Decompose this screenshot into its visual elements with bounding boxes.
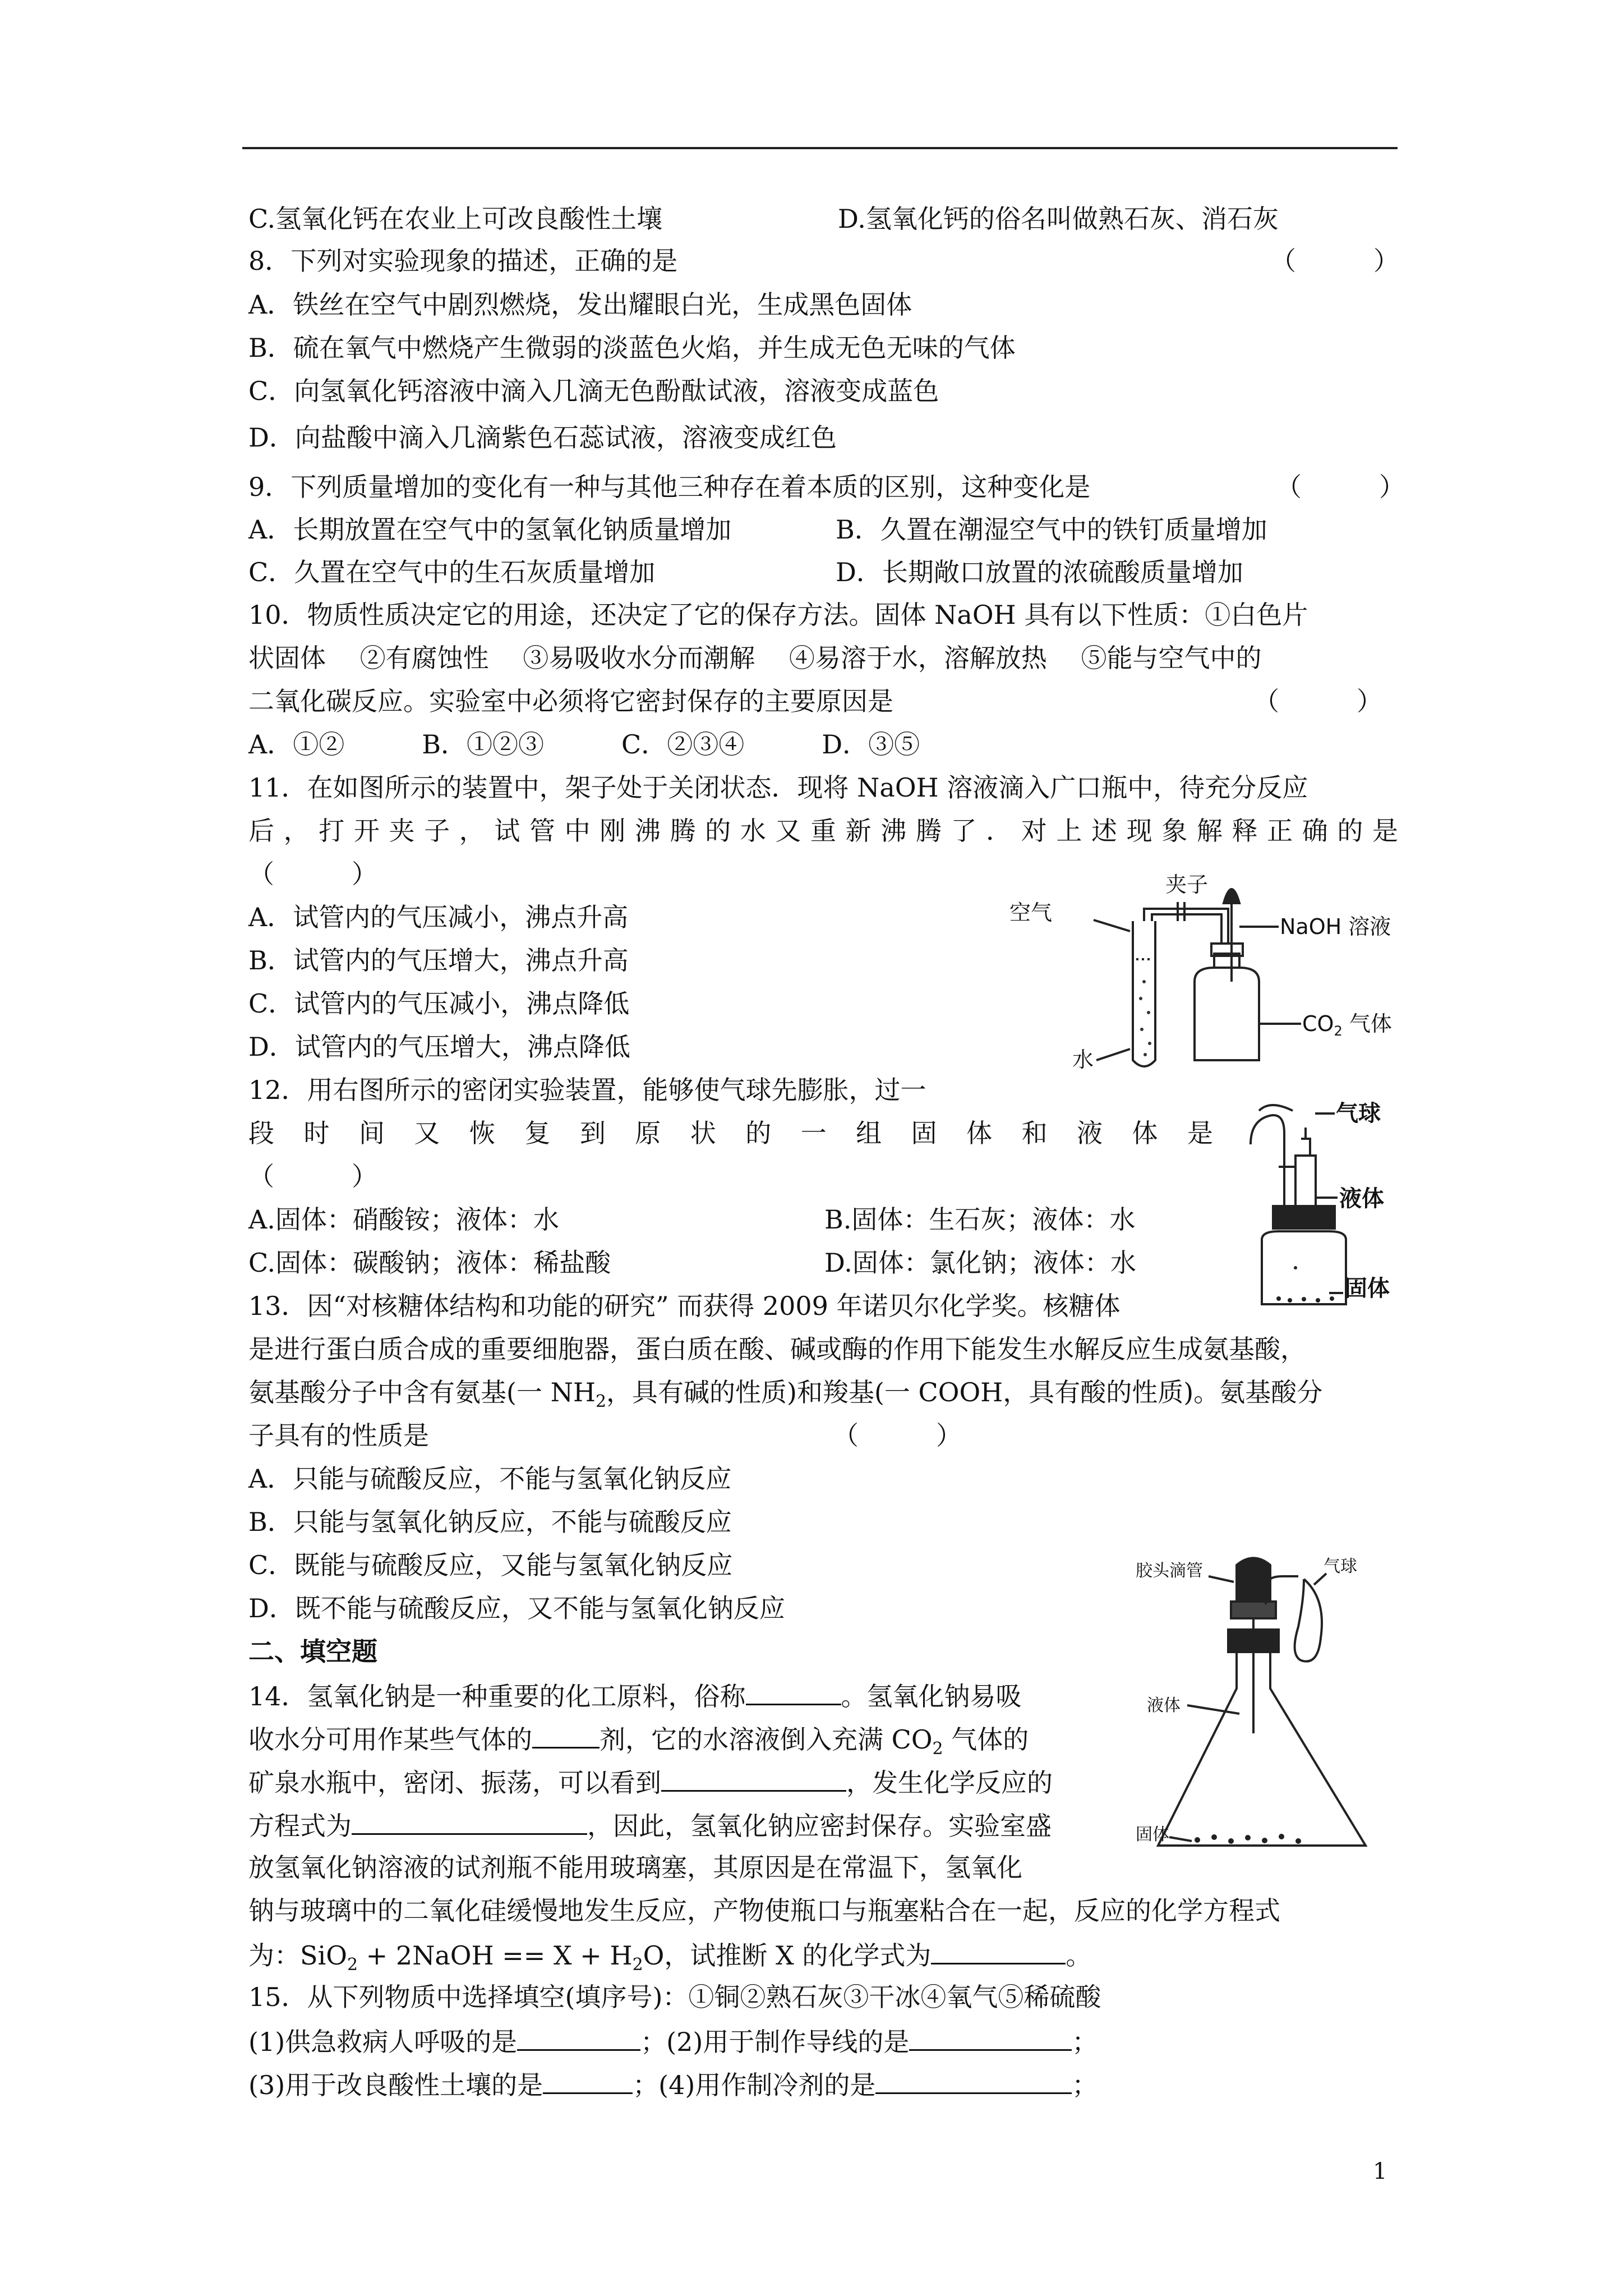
q14-line-1: 14．氢氧化钠是一种重要的化工原料，俗称 。氢氧化钠易吸 bbox=[248, 1677, 1022, 1714]
q11-fig-label-water: 水 bbox=[1072, 1047, 1094, 1072]
page-number: 1 bbox=[1373, 2159, 1387, 2184]
q14-blank-formula-x[interactable] bbox=[931, 1936, 1066, 1964]
q14-fig-label-liquid: 液体 bbox=[1147, 1696, 1181, 1715]
q13-line-2: 是进行蛋白质合成的重要细胞器，蛋白质在酸、碱或酶的作用下能发生水解反应生成氨基酸， bbox=[248, 1334, 1306, 1364]
q14-blank-agent[interactable] bbox=[532, 1720, 600, 1749]
q12-option-d: D.固体：氯化钠；液体：水 bbox=[824, 1248, 1136, 1278]
q11-fig-label-clamp: 夹子 bbox=[1165, 872, 1209, 897]
q15-blank-4[interactable] bbox=[875, 2065, 1072, 2094]
q11-answer-paren: （ ） bbox=[248, 859, 377, 889]
q12-option-a: A.固体：硝酸铵；液体：水 bbox=[248, 1204, 559, 1235]
q15-blank-3[interactable] bbox=[543, 2065, 633, 2094]
q14-fig-label-solid: 固体 bbox=[1136, 1825, 1169, 1844]
q13-answer-paren: （ ） bbox=[833, 1420, 962, 1451]
q11-option-d: D．试管内的气压增大，沸点降低 bbox=[248, 1032, 630, 1062]
q14-blank-observation[interactable] bbox=[661, 1763, 846, 1792]
q14-fig-label-balloon: 气球 bbox=[1324, 1557, 1357, 1576]
q15-line-2: (3)用于改良酸性土壤的是 ；(4)用作制冷剂的是 ； bbox=[248, 2065, 1098, 2103]
q14-line-6: 钠与玻璃中的二氧化硅缓慢地发生反应，产物使瓶口与瓶塞粘合在一起，反应的化学方程式 bbox=[248, 1895, 1280, 1926]
q11-option-b: B．试管内的气压增大，沸点升高 bbox=[248, 945, 629, 976]
q12-answer-paren: （ ） bbox=[248, 1161, 377, 1191]
q13-line-1: 13．因“对核糖体结构和功能的研究” 而获得 2009 年诺贝尔化学奖。核糖体 bbox=[248, 1291, 1121, 1321]
q9-option-a: A．长期放置在空气中的氢氧化钠质量增加 bbox=[248, 514, 732, 545]
q9-option-b: B．久置在潮湿空气中的铁钉质量增加 bbox=[836, 514, 1267, 545]
q14-line-5: 放氢氧化钠溶液的试剂瓶不能用玻璃塞，其原因是在常温下，氢氧化 bbox=[248, 1852, 1022, 1883]
q13-option-d: D．既不能与硫酸反应，又不能与氢氧化钠反应 bbox=[248, 1593, 785, 1623]
section-title-fill-in: 二、填空题 bbox=[248, 1636, 377, 1667]
q10-options: A．①② B．①②③ C．②③④ D．③⑤ bbox=[248, 729, 920, 760]
header-rule bbox=[242, 147, 1398, 149]
q13-option-c: C．既能与硫酸反应，又能与氢氧化钠反应 bbox=[248, 1550, 733, 1580]
q11-fig-label-naoh: NaOH 溶液 bbox=[1280, 914, 1391, 939]
q10-answer-paren: （ ） bbox=[1253, 686, 1382, 716]
q10-line-2: 状固体 ②有腐蚀性 ③易吸收水分而潮解 ④易溶于水，溶解放热 ⑤能与空气中的 bbox=[248, 643, 1262, 673]
q13-option-b: B．只能与氢氧化钠反应，不能与硫酸反应 bbox=[248, 1507, 732, 1537]
q7-option-d: D.氢氧化钙的俗名叫做熟石灰、消石灰 bbox=[838, 204, 1279, 234]
q14-line-2: 收水分可用作某些气体的 剂，它的水溶液倒入充满 $CO_2$ 气体的 bbox=[248, 1720, 1029, 1767]
q12-apparatus-figure bbox=[1217, 1099, 1402, 1313]
q11-fig-label-co2: $CO_2$ 气体 bbox=[1302, 1011, 1392, 1039]
q12-line-1: 12．用右图所示的密闭实验装置，能够使气球先膨胀，过一 bbox=[248, 1075, 926, 1105]
q8-option-a: A．铁丝在空气中剧烈燃烧，发出耀眼白光，生成黑色固体 bbox=[248, 289, 912, 320]
q9-option-d: D．长期敞口放置的浓硫酸质量增加 bbox=[836, 557, 1243, 587]
q15-blank-1[interactable] bbox=[517, 2022, 640, 2051]
q8-stem: 8．下列对实验现象的描述，正确的是 bbox=[248, 246, 678, 276]
q8-answer-paren: （ ） bbox=[1270, 246, 1399, 276]
q15-line-1: (1)供急救病人呼吸的是 ；(2)用于制作导线的是 ； bbox=[248, 2022, 1098, 2060]
q15-stem: 15．从下列物质中选择填空(填序号)：①铜②熟石灰③干冰④氧气⑤稀硫酸 bbox=[248, 1982, 1101, 2012]
q15-blank-2[interactable] bbox=[909, 2022, 1072, 2051]
q12-line-2: 段时间又恢复到原状的一组固体和液体是 bbox=[248, 1118, 1213, 1148]
q11-fig-label-air: 空气 bbox=[1009, 900, 1053, 925]
q14-line-7: 为：SiO$_2$ + 2NaOH == $X + H_2O$，试推断 X 的化学式为 。 bbox=[248, 1936, 1091, 1983]
q11-line-1: 11．在如图所示的装置中，架子处于关闭状态．现将 NaOH 溶液滴入广口瓶中，待充分反应 bbox=[248, 772, 1308, 803]
q13-option-a: A．只能与硫酸反应，不能与氢氧化钠反应 bbox=[248, 1464, 732, 1494]
q14-blank-common-name[interactable] bbox=[746, 1677, 841, 1705]
q10-line-1: 10．物质性质决定它的用途，还决定了它的保存方法。固体 NaOH 具有以下性质：①白色片 bbox=[248, 600, 1308, 630]
q8-option-c: C．向氢氧化钙溶液中滴入几滴无色酚酞试液，溶液变成蓝色 bbox=[248, 376, 939, 406]
q12-option-c: C.固体：碳酸钠；液体：稀盐酸 bbox=[248, 1248, 611, 1278]
q12-fig-label-liquid: 液体 bbox=[1339, 1186, 1384, 1212]
q11-option-a: A．试管内的气压减小，沸点升高 bbox=[248, 902, 629, 932]
q8-option-d: D．向盐酸中滴入几滴紫色石蕊试液，溶液变成红色 bbox=[248, 422, 837, 453]
q14-apparatus-figure bbox=[1136, 1554, 1399, 1868]
q14-line-3: 矿泉水瓶中，密闭、振荡，可以看到 ，发生化学反应的 bbox=[248, 1763, 1053, 1801]
q10-line-3: 二氧化碳反应。实验室中必须将它密封保存的主要原因是 bbox=[248, 686, 893, 716]
q9-answer-paren: （ ） bbox=[1276, 472, 1405, 502]
q12-option-b: B.固体：生石灰；液体：水 bbox=[824, 1204, 1136, 1235]
q8-option-b: B．硫在氧气中燃烧产生微弱的淡蓝色火焰，并生成无色无味的气体 bbox=[248, 333, 1016, 363]
q9-option-c: C．久置在空气中的生石灰质量增加 bbox=[248, 557, 656, 587]
q13-line-3: 氨基酸分子中含有氨基(一 $NH_2$，具有碱的性质)和羧基(一 COOH，具有酸的性质)。氨基酸分 bbox=[248, 1377, 1323, 1412]
q7-option-c: C.氢氧化钙在农业上可改良酸性土壤 bbox=[248, 204, 663, 234]
q14-blank-equation[interactable] bbox=[352, 1806, 587, 1835]
q12-fig-label-balloon: 气球 bbox=[1336, 1101, 1381, 1126]
q13-line-4: 子具有的性质是 bbox=[248, 1420, 429, 1451]
q12-fig-label-solid: 固体 bbox=[1345, 1276, 1390, 1301]
q11-line-2: 后，打开夹子，试管中刚沸腾的水又重新沸腾了．对上述现象解释正确的是 bbox=[248, 816, 1398, 846]
q11-option-c: C．试管内的气压减小，沸点降低 bbox=[248, 988, 630, 1019]
q14-line-4: 方程式为 ，因此，氢氧化钠应密封保存。实验室盛 bbox=[248, 1806, 1052, 1844]
q14-fig-label-dropper: 胶头滴管 bbox=[1136, 1561, 1203, 1581]
q9-stem: 9．下列质量增加的变化有一种与其他三种存在着本质的区别，这种变化是 bbox=[248, 472, 1091, 502]
q11-apparatus-figure bbox=[1009, 869, 1413, 1077]
